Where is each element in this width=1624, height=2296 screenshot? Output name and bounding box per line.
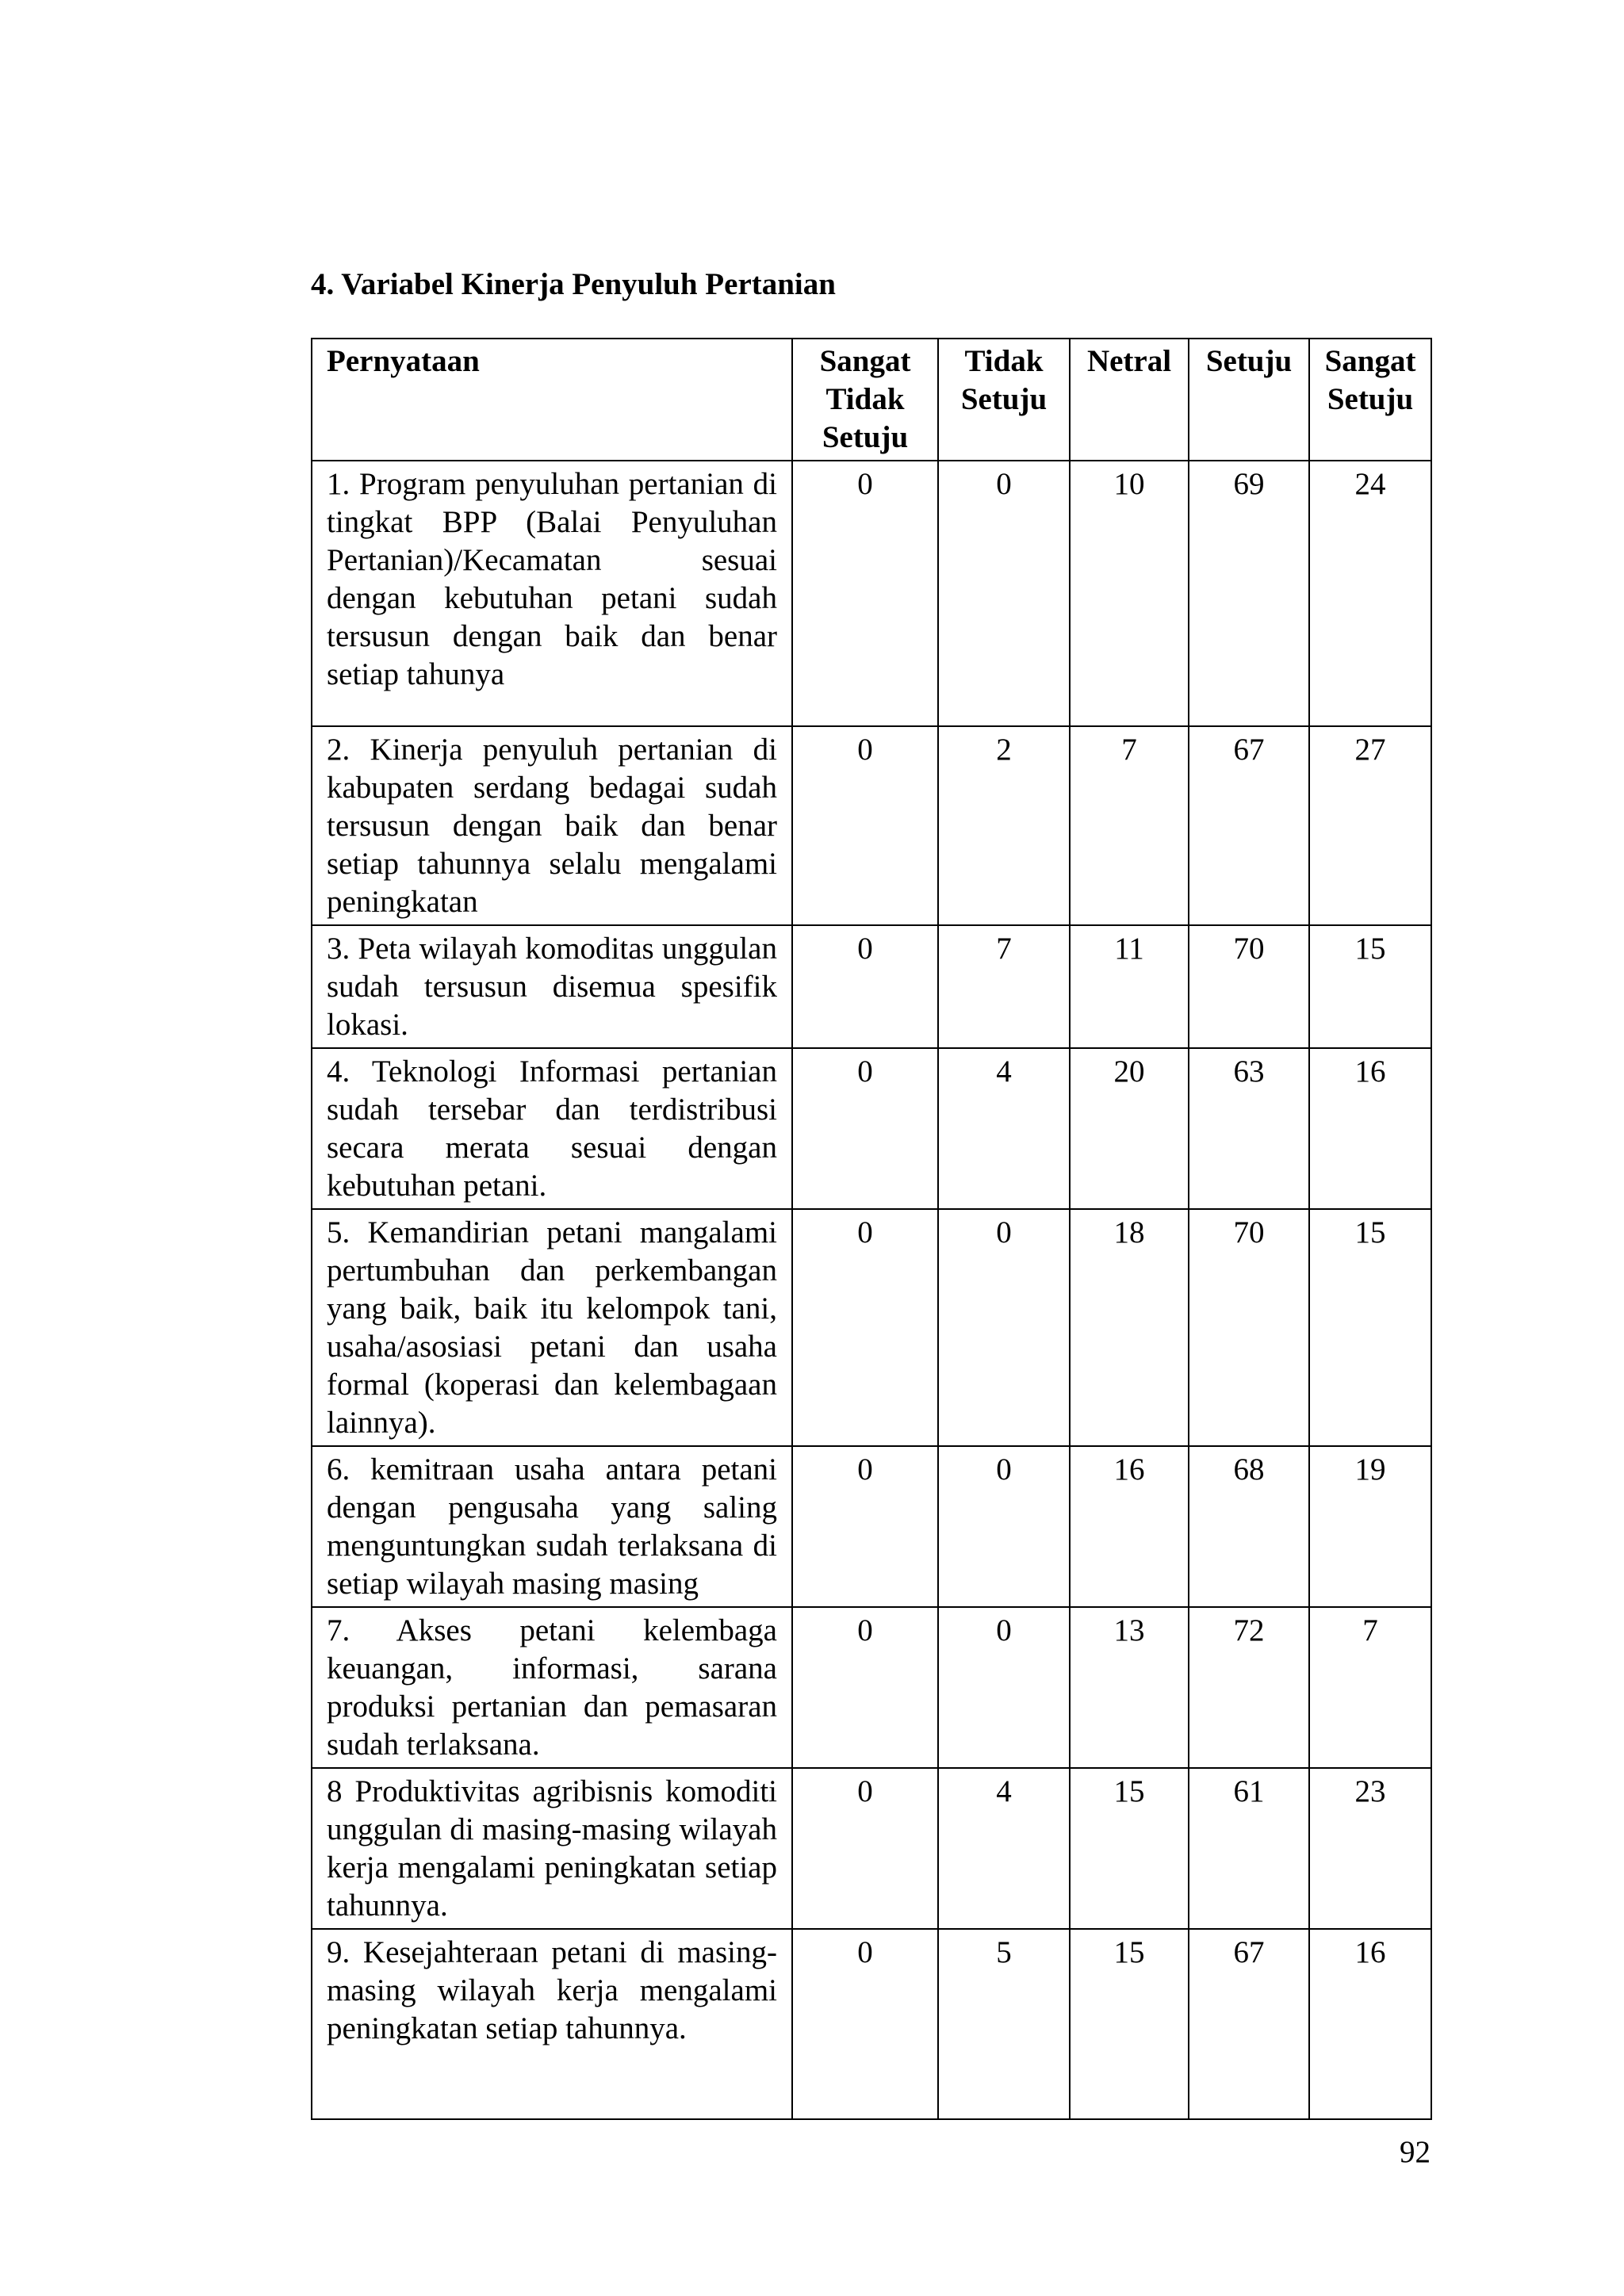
table-row bbox=[312, 461, 1431, 726]
statement-cell: 9. Kesejahteraan petani di masing-masing wilayah kerja mengalami peningkatan setiap tahunnya. bbox=[312, 1929, 792, 2119]
column-header-sangat-setuju: Sangat Setuju bbox=[1309, 339, 1431, 461]
table-row bbox=[312, 1446, 1431, 1607]
value-sangat-tidak-setuju: 0 bbox=[792, 1607, 938, 1768]
statement-cell: 3. Peta wilayah komoditas unggulan sudah tersusun disemua spesifik lokasi. bbox=[312, 925, 792, 1048]
column-header-tidak-setuju: Tidak Setuju bbox=[938, 339, 1070, 461]
value-setuju: 69 bbox=[1189, 461, 1309, 726]
value-sangat-setuju: 16 bbox=[1309, 1929, 1431, 2119]
value-netral: 11 bbox=[1070, 925, 1189, 1048]
value-sangat-tidak-setuju: 0 bbox=[792, 1768, 938, 1929]
column-header-sangat-tidak-setuju: Sangat Tidak Setuju bbox=[792, 339, 938, 461]
value-sangat-tidak-setuju: 0 bbox=[792, 1209, 938, 1446]
value-setuju: 72 bbox=[1189, 1607, 1309, 1768]
value-tidak-setuju: 4 bbox=[938, 1048, 1070, 1209]
value-sangat-tidak-setuju: 0 bbox=[792, 1446, 938, 1607]
column-header-setuju: Setuju bbox=[1189, 339, 1309, 461]
statement-cell: 6. kemitraan usaha antara petani dengan pengusaha yang saling menguntungkan sudah terlaksana di setiap wilayah masing masing bbox=[312, 1446, 792, 1607]
value-tidak-setuju: 0 bbox=[938, 1209, 1070, 1446]
value-setuju: 61 bbox=[1189, 1768, 1309, 1929]
statement-cell: 5. Kemandirian petani mangalami pertumbuhan dan perkembangan yang baik, baik itu kelompok tani, usaha/asosiasi petani dan usaha formal (koperasi dan kelembagaan lainnya). bbox=[312, 1209, 792, 1446]
value-sangat-tidak-setuju: 0 bbox=[792, 925, 938, 1048]
value-tidak-setuju: 5 bbox=[938, 1929, 1070, 2119]
value-netral: 10 bbox=[1070, 461, 1189, 726]
value-netral: 7 bbox=[1070, 726, 1189, 925]
table-row bbox=[312, 1929, 1431, 2119]
value-netral: 13 bbox=[1070, 1607, 1189, 1768]
table-row bbox=[312, 925, 1431, 1048]
value-netral: 18 bbox=[1070, 1209, 1189, 1446]
value-sangat-setuju: 15 bbox=[1309, 925, 1431, 1048]
survey-table bbox=[311, 338, 1432, 2120]
column-header-pernyataan: Pernyataan bbox=[312, 339, 792, 461]
table-row bbox=[312, 1768, 1431, 1929]
value-sangat-setuju: 23 bbox=[1309, 1768, 1431, 1929]
value-tidak-setuju: 7 bbox=[938, 925, 1070, 1048]
value-setuju: 67 bbox=[1189, 1929, 1309, 2119]
table-row bbox=[312, 1048, 1431, 1209]
table-row bbox=[312, 726, 1431, 925]
value-setuju: 70 bbox=[1189, 925, 1309, 1048]
value-sangat-tidak-setuju: 0 bbox=[792, 1048, 938, 1209]
statement-cell: 4. Teknologi Informasi pertanian sudah tersebar dan terdistribusi secara merata sesuai dengan kebutuhan petani. bbox=[312, 1048, 792, 1209]
value-tidak-setuju: 4 bbox=[938, 1768, 1070, 1929]
value-sangat-setuju: 27 bbox=[1309, 726, 1431, 925]
value-sangat-setuju: 15 bbox=[1309, 1209, 1431, 1446]
value-sangat-setuju: 16 bbox=[1309, 1048, 1431, 1209]
value-sangat-setuju: 19 bbox=[1309, 1446, 1431, 1607]
column-header-netral: Netral bbox=[1070, 339, 1189, 461]
table-header-row bbox=[312, 339, 1431, 461]
value-sangat-tidak-setuju: 0 bbox=[792, 726, 938, 925]
statement-cell: 7. Akses petani kelembaga keuangan, informasi, sarana produksi pertanian dan pemasaran sudah terlaksana. bbox=[312, 1607, 792, 1768]
value-setuju: 63 bbox=[1189, 1048, 1309, 1209]
value-tidak-setuju: 0 bbox=[938, 1446, 1070, 1607]
value-tidak-setuju: 0 bbox=[938, 461, 1070, 726]
value-setuju: 70 bbox=[1189, 1209, 1309, 1446]
value-sangat-tidak-setuju: 0 bbox=[792, 461, 938, 726]
value-sangat-setuju: 24 bbox=[1309, 461, 1431, 726]
value-setuju: 68 bbox=[1189, 1446, 1309, 1607]
value-netral: 15 bbox=[1070, 1929, 1189, 2119]
value-tidak-setuju: 0 bbox=[938, 1607, 1070, 1768]
statement-cell: 2. Kinerja penyuluh pertanian di kabupaten serdang bedagai sudah tersusun dengan baik dan benar setiap tahunnya selalu mengalami peningkatan bbox=[312, 726, 792, 925]
section-heading: 4. Variabel Kinerja Penyuluh Pertanian bbox=[311, 267, 836, 301]
table-row bbox=[312, 1607, 1431, 1768]
statement-cell: 8 Produktivitas agribisnis komoditi unggulan di masing-masing wilayah kerja mengalami peningkatan setiap tahunnya. bbox=[312, 1768, 792, 1929]
value-netral: 15 bbox=[1070, 1768, 1189, 1929]
value-netral: 20 bbox=[1070, 1048, 1189, 1209]
page-number: 92 bbox=[1400, 2135, 1431, 2169]
value-tidak-setuju: 2 bbox=[938, 726, 1070, 925]
table-row bbox=[312, 1209, 1431, 1446]
value-setuju: 67 bbox=[1189, 726, 1309, 925]
value-netral: 16 bbox=[1070, 1446, 1189, 1607]
value-sangat-tidak-setuju: 0 bbox=[792, 1929, 938, 2119]
value-sangat-setuju: 7 bbox=[1309, 1607, 1431, 1768]
statement-cell: 1. Program penyuluhan pertanian di tingkat BPP (Balai Penyuluhan Pertanian)/Kecamatan sesuai dengan kebutuhan petani sudah tersusun dengan baik dan benar setiap tahunya bbox=[312, 461, 792, 726]
